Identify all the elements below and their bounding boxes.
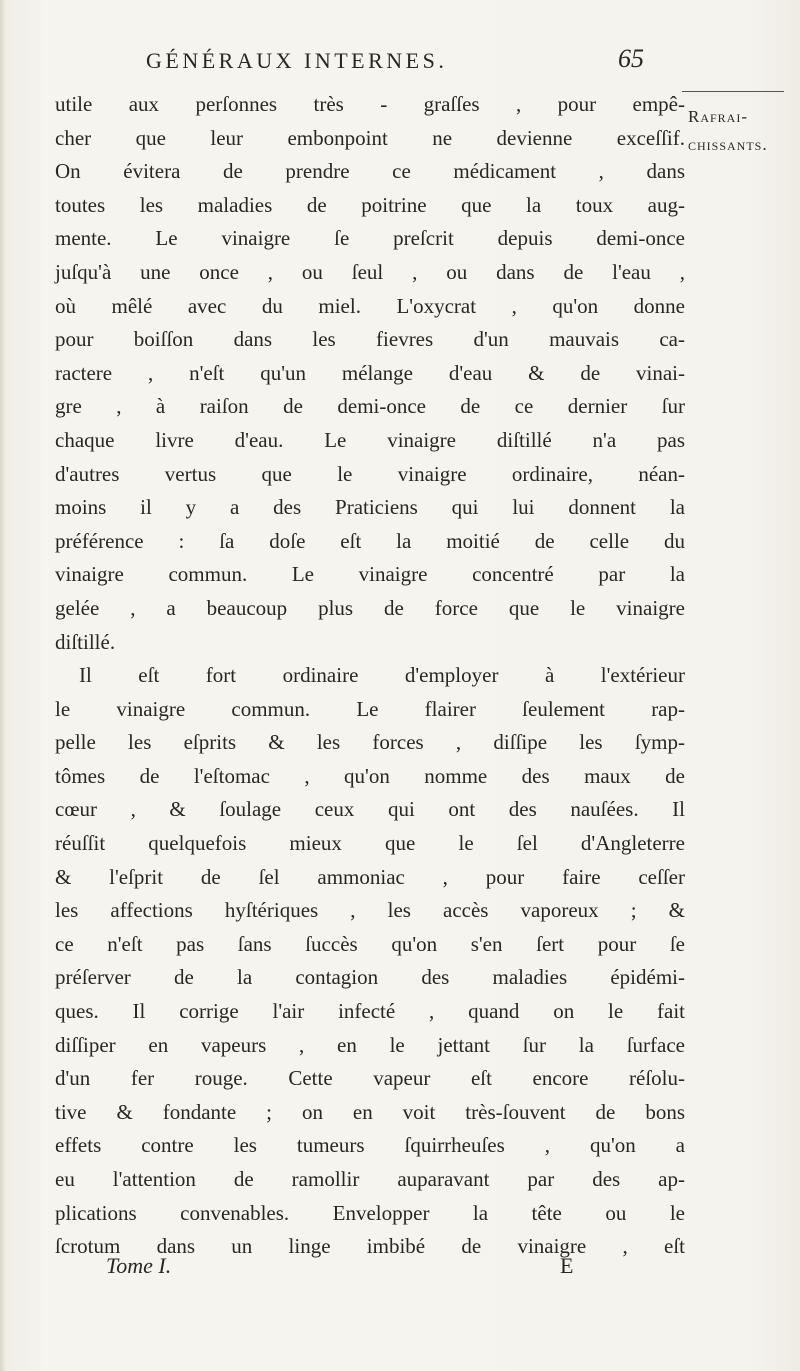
text-line: pelle les eſprits & les forces , diſſipe les ſymp- (55, 730, 685, 755)
text-line: gre , à raiſon de demi-once de ce dernier ſur (55, 394, 685, 419)
text-line: plications convenables. Envelopper la tête ou le (55, 1200, 685, 1225)
margin-note (688, 103, 768, 159)
text-line: moins il y a des Praticiens qui lui donnent la (55, 495, 685, 520)
text-line: diſtillé. (55, 629, 116, 654)
text-line: cher que leur embonpoint ne devienne exceſſif. (55, 125, 685, 150)
text-line: vinaigre commun. Le vinaigre concentré par la (55, 562, 685, 587)
text-line: juſqu'à une once , ou ſeul , ou dans de l'eau , (55, 259, 685, 284)
text-line: effets contre les tumeurs ſquirrheuſes , qu'on a (55, 1133, 685, 1158)
text-line: préférence : ſa doſe eſt la moitié de celle du (55, 528, 685, 553)
text-line: réuſſit quelquefois mieux que le ſel d'Angleterre (55, 831, 685, 856)
text-line: diſſiper en vapeurs , en le jettant ſur la ſurface (55, 1032, 685, 1057)
text-line: d'un fer rouge. Cette vapeur eſt encore réſolu- (55, 1066, 685, 1091)
text-line: & l'eſprit de ſel ammoniac , pour faire ceſſer (55, 864, 685, 889)
text-line: ractere , n'eſt qu'un mélange d'eau & de vinai- (55, 360, 685, 385)
margin-rule (682, 91, 784, 92)
text-line: où mêlé avec du miel. L'oxycrat , qu'on donne (55, 293, 685, 318)
text-line: d'autres vertus que le vinaigre ordinaire, néan- (55, 461, 685, 486)
signature-mark: E (560, 1253, 574, 1278)
text-line: ques. Il corrige l'air infecté , quand on le fait (55, 999, 685, 1024)
running-head: GÉNÉRAUX INTERNES. (146, 48, 448, 73)
margin-note-line: Rafrai- (688, 107, 749, 126)
binding-edge (0, 0, 6, 1371)
text-line: gelée , a beaucoup plus de force que le vinaigre (55, 595, 685, 620)
text-line: Il eſt fort ordinaire d'employer à l'extérieur (79, 663, 685, 688)
text-line: pour boiſſon dans les fievres d'un mauvais ca- (55, 327, 685, 352)
text-line: eu l'attention de ramollir auparavant par des ap- (55, 1167, 685, 1191)
text-line: cœur , & ſoulage ceux qui ont des nauſées. Il (55, 797, 685, 822)
text-line: chaque livre d'eau. Le vinaigre diſtillé n'a pas (55, 427, 685, 452)
text-line: tômes de l'eſtomac , qu'on nomme des maux de (55, 763, 685, 788)
text-line: On évitera de prendre ce médicament , dans (55, 159, 685, 184)
text-line: mente. Le vinaigre ſe preſcrit depuis demi-once (55, 226, 685, 251)
volume-label: Tome I. (106, 1253, 172, 1278)
margin-note-line: chissants. (688, 135, 768, 154)
text-line: tive & fondante ; on en voit très-ſouvent de bons (55, 1099, 685, 1124)
text-line: toutes les maladies de poitrine que la toux aug- (55, 192, 685, 217)
text-line: utile aux perſonnes très - graſſes , pour empê- (55, 92, 685, 116)
text-line: ce n'eſt pas ſans ſuccès qu'on s'en ſert pour ſe (55, 931, 685, 956)
text-line: les affections hyſtériques , les accès vaporeux ; & (55, 898, 685, 923)
text-line: le vinaigre commun. Le flairer ſeulement rap- (55, 696, 685, 721)
body-text (55, 88, 685, 1264)
text-line: ſcrotum dans un linge imbibé de vinaigre , eſt (55, 1234, 685, 1259)
text-line: préſerver de la contagion des maladies épidémi- (55, 965, 685, 990)
page-number: 65 (618, 44, 644, 73)
